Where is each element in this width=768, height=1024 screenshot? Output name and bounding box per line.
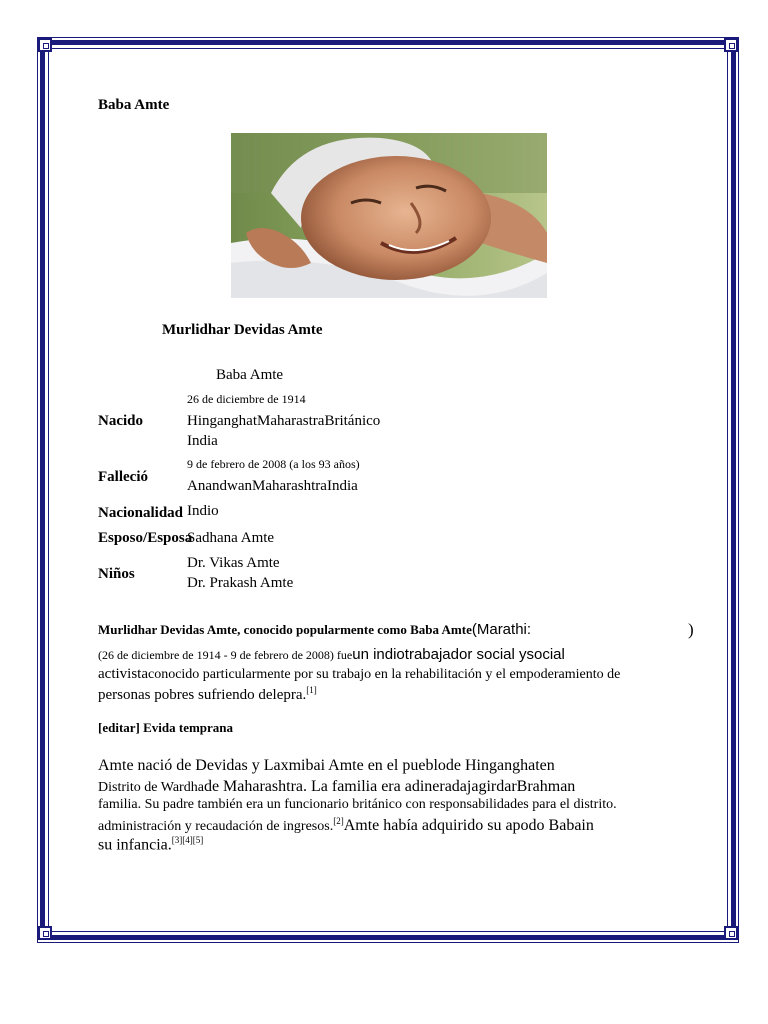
intro-line-2 — [98, 646, 565, 664]
intro-known-for: conocido particularmente por su trabajo en la rehabilitación y el empoderamiento de — [147, 667, 621, 682]
spouse-value: Sadhana Amte — [187, 530, 275, 546]
citation-1[interactable]: [1] — [306, 685, 317, 695]
intro-line-1 — [98, 621, 531, 639]
born-label: Nacido — [98, 413, 143, 429]
border-corner-ornament — [724, 926, 738, 940]
early-life-line-5 — [98, 835, 203, 854]
page-title: Baba Amte — [98, 97, 170, 113]
born-place-line-2: India — [187, 433, 218, 449]
born-date: 26 de diciembre de 1914 — [187, 392, 306, 406]
nationality-value: Indio — [187, 503, 219, 519]
border-corner-ornament — [38, 38, 52, 52]
died-label: Falleció — [98, 469, 148, 485]
early-life-line-2 — [98, 778, 575, 796]
intro-dates: (26 de diciembre de 1914 - 9 de febrero de 2008) fue — [98, 648, 353, 662]
intro-activist: activista — [98, 666, 148, 682]
border-corner-ornament — [38, 926, 52, 940]
child-2: Dr. Prakash Amte — [187, 575, 294, 591]
portrait-photo — [231, 133, 547, 298]
early-life-family: de Maharashtra. La familia era adineradajagirdarBrahman — [203, 778, 576, 795]
full-name-heading: Murlidhar Devidas Amte — [162, 322, 323, 338]
intro-line-4 — [98, 685, 317, 704]
intro-line-3 — [98, 666, 620, 683]
died-date: 9 de febrero de 2008 (a los 93 años) — [187, 457, 360, 471]
section-heading-early-life[interactable]: [editar] Evida temprana — [98, 720, 234, 735]
early-life-admin: administración y recaudación de ingresos. — [98, 819, 334, 834]
citation-2[interactable]: [2] — [333, 816, 344, 826]
intro-bold-name: Murlidhar Devidas Amte, conocido popularmente como Baba Amte — [98, 622, 472, 637]
spouse-label: Esposo/Esposa — [98, 530, 193, 546]
intro-marathi: (Marathi: — [471, 621, 532, 638]
early-life-district: Distrito de Wardha — [98, 780, 204, 795]
infobox-alias: Baba Amte — [216, 367, 284, 383]
born-place-line-1: HinganghatMaharastraBritánico — [187, 413, 381, 429]
early-life-childhood: su infancia. — [98, 836, 172, 854]
citation-3-4-5[interactable]: [3][4][5] — [171, 835, 204, 845]
early-life-line-4 — [98, 816, 594, 835]
intro-occupation: un indiotrabajador social ysocial — [352, 646, 565, 663]
nationality-label: Nacionalidad — [98, 505, 184, 521]
early-life-line-3: familia. Su padre también era un funcionario británico con responsabilidades para el distrito. — [98, 797, 617, 812]
early-life-nickname: Amte había adquirido su apodo Babain — [343, 817, 594, 834]
intro-close-paren: ) — [688, 620, 694, 639]
early-life-line-1: Amte nació de Devidas y Laxmibai Amte en el pueblode Hinganghaten — [98, 757, 555, 774]
border-corner-ornament — [724, 38, 738, 52]
children-label: Niños — [98, 566, 135, 582]
died-place: AnandwanMaharashtraIndia — [187, 478, 358, 494]
child-1: Dr. Vikas Amte — [187, 555, 280, 571]
intro-leprosy: personas pobres sufriendo delepra. — [98, 687, 307, 703]
